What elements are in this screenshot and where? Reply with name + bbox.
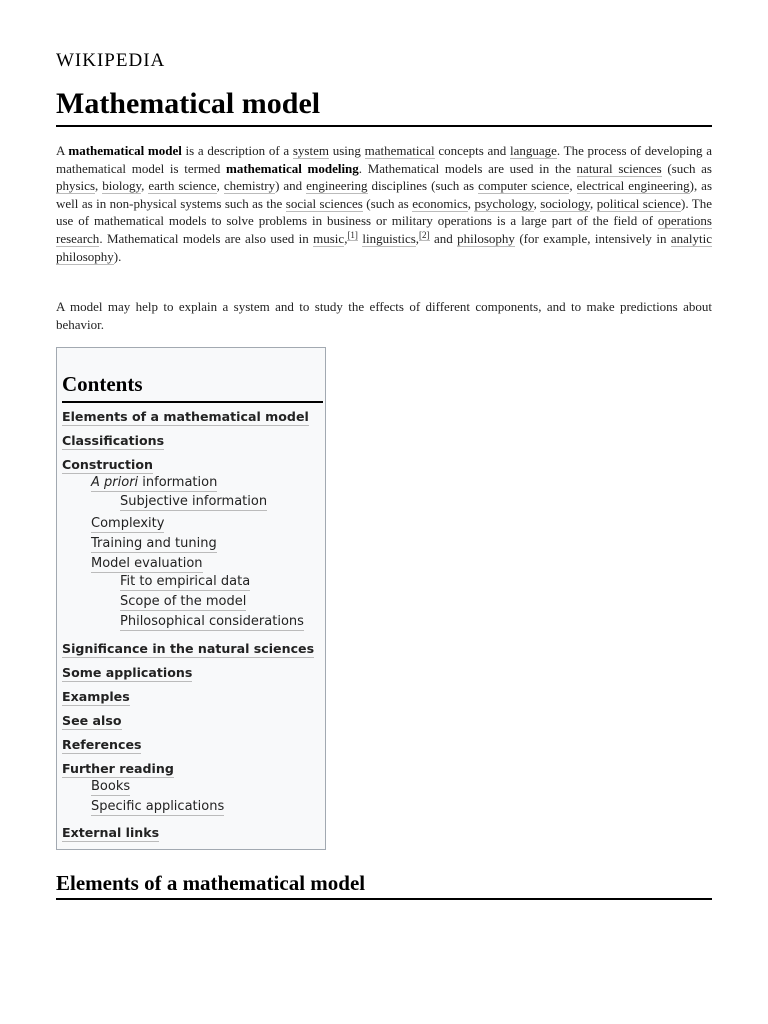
link-political-science[interactable]: political science: [596, 195, 682, 211]
toc-item-philosophical-considerations[interactable]: Philosophical considerations: [120, 614, 304, 629]
title-divider: [56, 125, 712, 127]
toc-title: Contents: [62, 372, 143, 396]
link-social-sciences[interactable]: social sciences: [285, 195, 363, 211]
toc-divider: [62, 401, 323, 403]
toc-item-subjective-information[interactable]: Subjective information: [120, 494, 268, 509]
toc-item-scope-of-the-model[interactable]: Scope of the model: [120, 594, 247, 609]
toc-item-a-priori-information[interactable]: [91, 475, 217, 492]
link-analytic-philosophy[interactable]: analytic philosophy: [56, 230, 712, 264]
bold-term: mathematical modeling: [226, 160, 359, 176]
toc-item-books[interactable]: Books: [91, 779, 131, 794]
link-operations-research[interactable]: operations research: [56, 213, 712, 246]
link-chemistry[interactable]: chemistry: [223, 178, 276, 194]
section-divider: [56, 898, 712, 900]
toc-item-a-priori-em: A priori: [91, 475, 139, 490]
link-sociology[interactable]: sociology: [540, 195, 591, 211]
toc-item-specific-applications[interactable]: Specific applications: [91, 799, 225, 814]
toc-item-fit-to-empirical-data[interactable]: Fit to empirical data: [120, 574, 251, 589]
toc-item-further-reading[interactable]: Further reading: [62, 761, 174, 776]
page-title: Mathematical model: [56, 87, 321, 120]
wikipedia-wordmark[interactable]: WIKIPEDIA: [56, 50, 166, 71]
toc-item-examples[interactable]: Examples: [62, 689, 130, 704]
link-language[interactable]: language: [509, 143, 557, 158]
link-computer-science[interactable]: computer science: [478, 178, 570, 194]
table-of-contents: [56, 347, 326, 850]
toc-item-references[interactable]: References: [62, 737, 142, 752]
toc-item-a-priori-rest: information: [138, 475, 218, 490]
link-linguistics[interactable]: linguistics: [362, 230, 416, 246]
toc-item-some-applications[interactable]: Some applications: [62, 665, 193, 680]
toc-item-training-and-tuning[interactable]: Training and tuning: [91, 536, 217, 551]
bold-term: mathematical model: [68, 143, 182, 158]
second-paragraph: A model may help to explain a system and to study the effects of different components, and to make predictions about behavior.: [56, 299, 712, 332]
toc-item-elements[interactable]: Elements of a mathematical model: [62, 409, 309, 424]
link-natural-sciences[interactable]: natural sciences: [576, 160, 662, 176]
link-psychology[interactable]: psychology: [474, 195, 534, 211]
link-music[interactable]: music: [313, 230, 345, 246]
toc-item-construction[interactable]: Construction: [62, 457, 153, 472]
link-mathematical[interactable]: mathematical: [364, 143, 435, 158]
link-electrical-engineering[interactable]: electrical engineering: [576, 178, 690, 194]
link-philosophy[interactable]: philosophy: [457, 230, 515, 246]
link-engineering[interactable]: engineering: [306, 178, 368, 194]
toc-item-classifications[interactable]: Classifications: [62, 433, 165, 448]
toc-item-see-also[interactable]: See also: [62, 713, 122, 728]
link-system[interactable]: system: [292, 143, 329, 158]
toc-item-model-evaluation[interactable]: Model evaluation: [91, 556, 203, 571]
section-heading-elements: Elements of a mathematical model: [56, 871, 366, 895]
link-earth-science[interactable]: earth science: [148, 178, 217, 194]
toc-item-complexity[interactable]: Complexity: [91, 516, 165, 531]
toc-item-external-links[interactable]: External links: [62, 825, 160, 840]
link-economics[interactable]: economics: [412, 195, 468, 211]
link-physics[interactable]: physics: [56, 178, 95, 194]
toc-item-significance[interactable]: Significance in the natural sciences: [62, 641, 315, 656]
intro-paragraph: A mathematical model is a description of a system using mathematical concepts and language. The process of developing a mathematical model is termed mathematical modeling. Mathematical models are used in the natural sciences (such as physics, biology, earth science, chemistry) and engineering disciplines (such as computer science, electrical engineering), as well as in non-physical systems such as the social sciences (such as economics, psychology, sociology, political science). The use of mathematical models to solve problems in business or military operations is a large part of the field of operations research. Mathematical models are also used in music,[1] linguistics,[2] and philosophy (for example, intensively in analytic philosophy).: [56, 143, 713, 264]
citation-link[interactable]: [2]: [419, 229, 430, 240]
citation-link[interactable]: [1]: [347, 229, 358, 240]
link-biology[interactable]: biology: [102, 178, 142, 194]
